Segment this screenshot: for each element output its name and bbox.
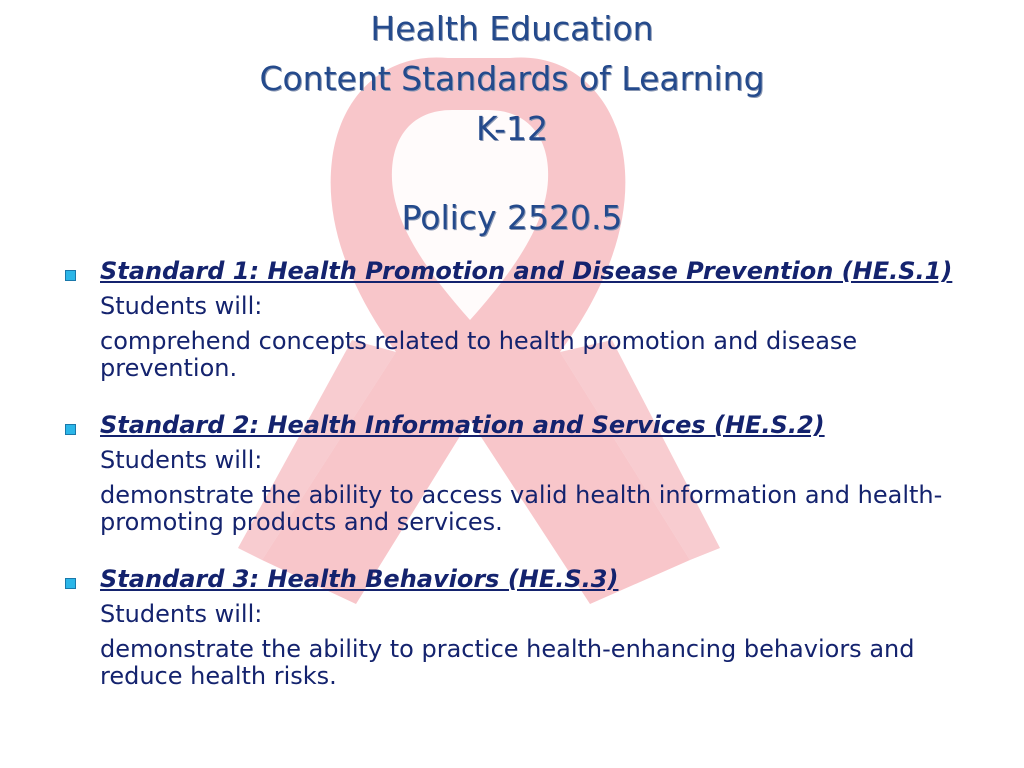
standard-item (60, 412, 960, 536)
standard-lead: Students will: (100, 446, 263, 474)
standards-list (60, 258, 960, 720)
standard-lead: Students will: (100, 600, 263, 628)
slide-title (0, 4, 1024, 154)
standard-item (60, 566, 960, 690)
title-line: K-12 (475, 109, 549, 148)
bullet-icon (65, 424, 76, 435)
standard-heading: Standard 2: Health Information and Services (HE.S.2) (100, 411, 825, 439)
standard-heading: Standard 3: Health Behaviors (HE.S.3) (100, 565, 619, 593)
policy-number: Policy 2520.5 (401, 198, 623, 237)
title-line: Health Education (370, 9, 654, 48)
standard-lead: Students will: (100, 292, 263, 320)
bullet-icon (65, 578, 76, 589)
standard-description: comprehend concepts related to health promotion and disease prevention. (100, 327, 858, 382)
standard-description: demonstrate the ability to access valid health information and health-promoting products and services. (100, 481, 943, 536)
bullet-icon (65, 270, 76, 281)
standard-item (60, 258, 960, 382)
standard-description: demonstrate the ability to practice health-enhancing behaviors and reduce health risks. (100, 635, 915, 690)
standard-heading: Standard 1: Health Promotion and Disease Prevention (HE.S.1) (100, 257, 953, 285)
title-line: Content Standards of Learning (259, 59, 765, 98)
